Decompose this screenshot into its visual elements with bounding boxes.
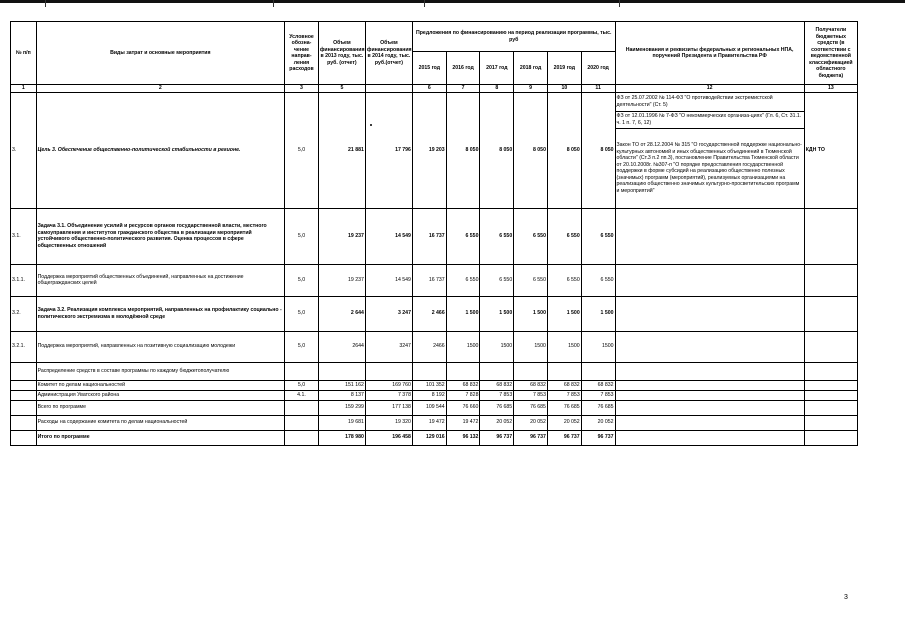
row-year-value: 6 550 [581, 264, 615, 296]
row-year-value: 6 550 [446, 264, 480, 296]
summary-code: 4.1. [285, 390, 319, 400]
summary-vol-2013: 151 162 [318, 380, 365, 390]
summary-vol-2014: 196 458 [365, 430, 412, 445]
header-code: Условное обозна-чение направ-ления расходов [285, 22, 319, 85]
header-num: № п/п [11, 22, 37, 85]
activity-row [11, 331, 858, 362]
row-year-value: 6 550 [581, 208, 615, 264]
row-year-value: 6 550 [547, 208, 581, 264]
goal-vol-2014: 17 796 [365, 92, 412, 208]
goal-vol-2013: 21 881 [318, 92, 365, 208]
row-code: 5,0 [285, 331, 319, 362]
summary-year-value: 101 352 [412, 380, 446, 390]
column-number: 6 [412, 85, 446, 93]
row-acts-empty [615, 296, 804, 331]
summary-year-value: 68 832 [480, 380, 514, 390]
header-year: 2018 год [514, 52, 548, 85]
row-year-value: 6 550 [547, 264, 581, 296]
scan-tick-mark [273, 0, 274, 7]
row-year-value: 6 550 [446, 208, 480, 264]
row-num: 3.1.1. [11, 264, 37, 296]
row-vol-2014: 3247 [365, 331, 412, 362]
header-year: 2015 год [412, 52, 446, 85]
row-num: 3.1. [11, 208, 37, 264]
summary-vol-2013: 178 980 [318, 430, 365, 445]
summary-year-value: 96 737 [547, 430, 581, 445]
row-year-value: 1 500 [480, 296, 514, 331]
column-number: 5 [318, 85, 365, 93]
row-title: Поддержка мероприятий, направленных на позитивную социализацию молодежи [36, 331, 285, 362]
row-vol-2013: 19 237 [318, 264, 365, 296]
row-num: 3.2.1. [11, 331, 37, 362]
column-number: 11 [581, 85, 615, 93]
summary-year-value: 20 052 [547, 415, 581, 430]
summary-year-value: 96 737 [514, 430, 548, 445]
task-row [11, 296, 858, 331]
summary-year-value: 76 660 [446, 400, 480, 415]
column-number: 7 [446, 85, 480, 93]
summary-year-value: 20 052 [581, 415, 615, 430]
row-acts-empty [615, 264, 804, 296]
row-year-value: 1500 [480, 331, 514, 362]
distribution-row [11, 362, 858, 380]
summary-vol-2013: 19 681 [318, 415, 365, 430]
summary-year-value: 7 853 [514, 390, 548, 400]
summary-year-value: 96 737 [581, 430, 615, 445]
goal-title: Цель 3. Обеспечение общественно-политической стабильности в регионе. [36, 92, 285, 208]
scan-top-edge [0, 0, 905, 3]
row-vol-2014: 14 549 [365, 208, 412, 264]
summary-vol-2013: 8 137 [318, 390, 365, 400]
column-number: 8 [480, 85, 514, 93]
summary-year-value: 68 832 [581, 380, 615, 390]
row-recipient-empty [804, 331, 857, 362]
header-year: 2019 год [547, 52, 581, 85]
summary-year-value: 129 016 [412, 430, 446, 445]
row-year-value: 6 550 [480, 208, 514, 264]
scan-tick-mark [45, 0, 46, 7]
header-recipients: Получатели бюджетных средств (в соответствии с ведомственной классификацией областного бюджета) [804, 22, 857, 85]
summary-year-value: 76 685 [480, 400, 514, 415]
row-year-value: 1500 [581, 331, 615, 362]
row-year-value: 6 550 [480, 264, 514, 296]
header-row-1 [11, 22, 858, 52]
goal-num: 3. [11, 92, 37, 208]
goal-year-value: 8 050 [514, 92, 548, 208]
header-year: 2020 год [581, 52, 615, 85]
goal-year-value: 19 203 [412, 92, 446, 208]
row-vol-2014: 14 549 [365, 264, 412, 296]
summary-year-value: 7 853 [581, 390, 615, 400]
scan-tick-mark [619, 0, 620, 7]
summary-year-value: 76 685 [581, 400, 615, 415]
summary-year-value: 20 052 [480, 415, 514, 430]
goal-row [11, 92, 858, 111]
header-kind: Виды затрат и основные мероприятия [36, 22, 285, 85]
summary-total-row [11, 430, 858, 445]
row-code: 5,0 [285, 296, 319, 331]
summary-code [285, 400, 319, 415]
row-vol-2013: 19 237 [318, 208, 365, 264]
row-recipient-empty [804, 264, 857, 296]
summary-vol-2013: 159 299 [318, 400, 365, 415]
row-vol-2013: 2 644 [318, 296, 365, 331]
summary-row [11, 380, 858, 390]
column-number: 3 [285, 85, 319, 93]
summary-label: Расходы на содержание комитета по делам национальностей [36, 415, 285, 430]
summary-code: 5,0 [285, 380, 319, 390]
summary-vol-2014: 177 138 [365, 400, 412, 415]
row-title: Задача 3.2. Реализация комплекса мероприятий, направленных на профилактику социально - политического экстремизма в молодёжной среде [36, 296, 285, 331]
summary-year-value: 68 832 [446, 380, 480, 390]
legal-act-114fz: ФЗ от 25.07.2002 № 114-ФЗ "О противодействии экстремистской деятельности" (Ст. 5) [615, 92, 804, 111]
row-year-value: 6 550 [514, 208, 548, 264]
row-vol-2013: 2644 [318, 331, 365, 362]
summary-year-value: 96 132 [446, 430, 480, 445]
legal-act-7fz: ФЗ от 12.01.1996 № 7-ФЗ "О некоммерческих организа-циях" (Гл. 6, Ст. 31.1. ч. 1 п. 7, 6, 12) [615, 111, 804, 128]
column-number-row [11, 85, 858, 93]
goal-year-value: 8 050 [446, 92, 480, 208]
header-vol-2014: Объем финансирования в 2014 году, тыс. руб.(отчет) [365, 22, 412, 85]
summary-year-value: 19 472 [412, 415, 446, 430]
goal-recipient: КДН ТО [804, 92, 857, 208]
header-acts: Наименования и реквизиты федеральных и региональных НПА, поручений Президента и Правительства РФ [615, 22, 804, 85]
summary-year-value: 109 544 [412, 400, 446, 415]
header-year: 2017 год [480, 52, 514, 85]
header-year: 2016 год [446, 52, 480, 85]
summary-year-value: 76 685 [514, 400, 548, 415]
header-vol-2013: Объем финансирования в 2013 году, тыс. руб. (отчет) [318, 22, 365, 85]
summary-row [11, 400, 858, 415]
row-year-value: 1500 [514, 331, 548, 362]
row-vol-2014: 3 247 [365, 296, 412, 331]
row-acts-empty [615, 208, 804, 264]
summary-year-value: 7 828 [446, 390, 480, 400]
goal-code: 5,0 [285, 92, 319, 208]
summary-year-value: 96 737 [480, 430, 514, 445]
legal-act-315: Закон ТО от 28.12.2004 № 315 "О государственной поддержке национально-культурных автономий и иных общественных объединений в Тюменской области" (Ст.3 п.2 пп.3), постановление Правительства Тюменской области от 20.10.2008г. №307-п "О порядке предоставления государственной поддержки в форме субсидий на реализацию общественно полезных (значимых) программ (мероприятий), реализуемых организациями на реализацию общественно значимых культурно-просветительских программ и мероприятий" [615, 128, 804, 208]
column-number: 13 [804, 85, 857, 93]
header-proposals: Предложения по финансированию на период реализации программы, тыс. руб [412, 22, 615, 52]
summary-label: Администрация Уватского района [36, 390, 285, 400]
row-recipient-empty [804, 296, 857, 331]
distribution-num-empty [11, 362, 37, 380]
page-number: 3 [844, 594, 848, 601]
summary-vol-2014: 7 378 [365, 390, 412, 400]
row-year-value: 16 737 [412, 264, 446, 296]
row-year-value: 1 500 [581, 296, 615, 331]
task-row [11, 208, 858, 264]
row-year-value: 16 737 [412, 208, 446, 264]
goal-year-value: 8 050 [581, 92, 615, 208]
summary-label: Комитет по делам национальностей [36, 380, 285, 390]
row-code: 5,0 [285, 264, 319, 296]
distribution-title: Распределение средств в составе программы по каждому бюджетополучателю [36, 362, 285, 380]
row-acts-empty [615, 331, 804, 362]
scan-tick-mark [424, 0, 425, 7]
row-num: 3.2. [11, 296, 37, 331]
column-number [365, 85, 412, 93]
summary-label: Итого по программе [36, 430, 285, 445]
summary-year-value: 8 192 [412, 390, 446, 400]
scan-speck [370, 124, 372, 126]
summary-year-value: 68 832 [547, 380, 581, 390]
goal-year-value: 8 050 [480, 92, 514, 208]
summary-year-value: 7 853 [547, 390, 581, 400]
goal-year-value: 8 050 [547, 92, 581, 208]
row-title: Задача 3.1. Объединение усилий и ресурсов органов государственной власти, местного самоуправления и институтов гражданского общества в реализации мероприятий устойчивого общественно-политического развития. Оценка процессов в сфере общественных отношений [36, 208, 285, 264]
row-year-value: 1 500 [514, 296, 548, 331]
row-year-value: 1 500 [446, 296, 480, 331]
summary-row [11, 415, 858, 430]
summary-year-value: 20 052 [514, 415, 548, 430]
row-year-value: 1 500 [547, 296, 581, 331]
column-number: 10 [547, 85, 581, 93]
row-title: Поддержка мероприятий общественных объединений, направленных на достижение общегражданских целей [36, 264, 285, 296]
row-year-value: 6 550 [514, 264, 548, 296]
program-funding-table [10, 21, 858, 446]
summary-vol-2014: 19 320 [365, 415, 412, 430]
row-recipient-empty [804, 208, 857, 264]
summary-code [285, 430, 319, 445]
summary-year-value: 7 853 [480, 390, 514, 400]
row-year-value: 2466 [412, 331, 446, 362]
summary-row [11, 390, 858, 400]
activity-row [11, 264, 858, 296]
summary-vol-2014: 169 760 [365, 380, 412, 390]
column-number: 12 [615, 85, 804, 93]
row-year-value: 2 466 [412, 296, 446, 331]
summary-year-value: 68 832 [514, 380, 548, 390]
column-number: 9 [514, 85, 548, 93]
column-number: 1 [11, 85, 37, 93]
row-code: 5,0 [285, 208, 319, 264]
summary-code [285, 415, 319, 430]
column-number: 2 [36, 85, 285, 93]
row-year-value: 1500 [446, 331, 480, 362]
summary-year-value: 76 685 [547, 400, 581, 415]
summary-label: Всего по программе [36, 400, 285, 415]
summary-year-value: 19 472 [446, 415, 480, 430]
row-year-value: 1500 [547, 331, 581, 362]
